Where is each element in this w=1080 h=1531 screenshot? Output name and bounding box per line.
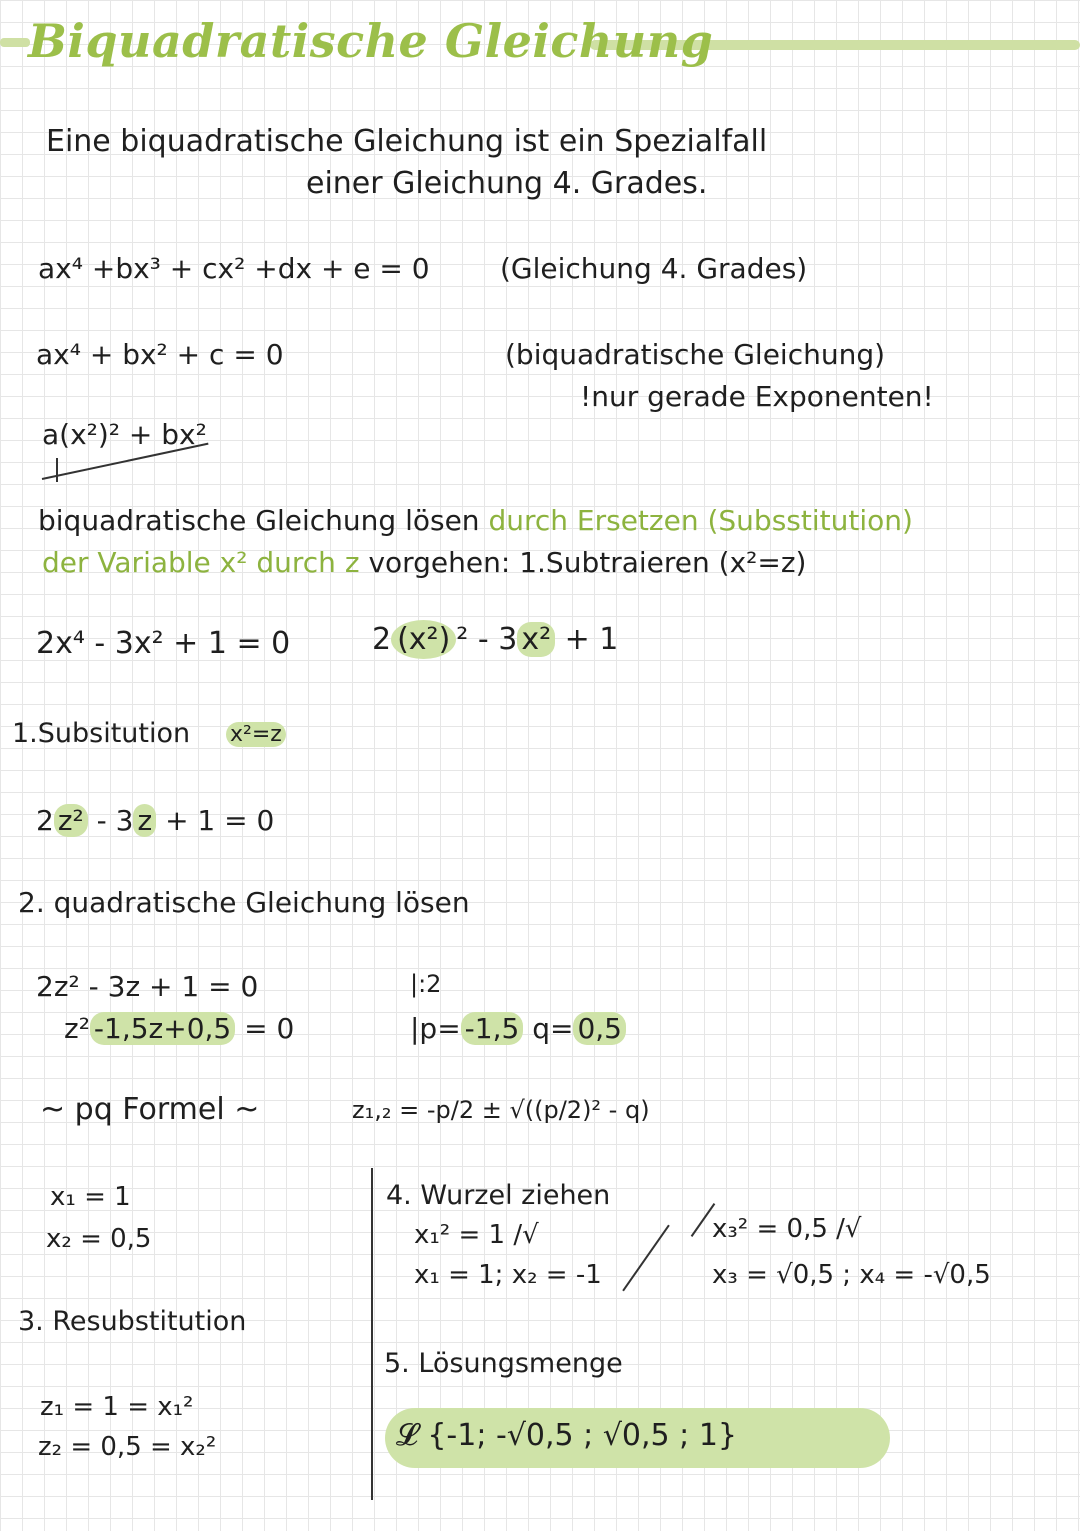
step2-label: 2. quadratische Gleichung lösen bbox=[18, 886, 470, 919]
method-line-1-green: durch Ersetzen (Subsstitution) bbox=[488, 504, 913, 537]
solution-x2: x₂ = 0,5 bbox=[46, 1224, 152, 1254]
solution-x1: x₁ = 1 bbox=[50, 1182, 131, 1212]
resub-z2: z₂ = 0,5 = x₂² bbox=[38, 1432, 217, 1462]
biquadratic-note: (biquadratische Gleichung) bbox=[505, 338, 886, 371]
method-line-2-black: vorgehen: 1.Subtraieren (x²=z) bbox=[368, 546, 807, 579]
biquadratic-equation: ax⁴ + bx² + c = 0 bbox=[36, 338, 284, 371]
substituted-equation: 2 z² - 3 z + 1 = 0 bbox=[36, 804, 275, 837]
intro-line-1: Eine biquadratische Gleichung ist ein Spezialfall bbox=[46, 124, 768, 159]
rewrite-tick-mark bbox=[56, 458, 58, 482]
root-solutions-2: x₃ = √0,5 ; x₄ = -√0,5 bbox=[712, 1260, 991, 1290]
root-equation-1: x₁² = 1 /√ bbox=[414, 1220, 539, 1250]
highlight-x-squared-2: x² bbox=[517, 622, 555, 657]
resub-z1: z₁ = 1 = x₁² bbox=[40, 1392, 194, 1422]
step3-label: 3. Resubstitution bbox=[18, 1306, 247, 1337]
separator-slash-1 bbox=[622, 1225, 670, 1292]
step1-label: 1.Subsitution bbox=[12, 718, 191, 749]
example-equation: 2x⁴ - 3x² + 1 = 0 bbox=[36, 626, 291, 661]
page-title: Biquadratische Gleichung bbox=[28, 14, 714, 68]
method-line-1-black: biquadratische Gleichung lösen bbox=[38, 504, 480, 537]
pq-formula-label: ~ pq Formel ~ bbox=[40, 1092, 260, 1127]
quadratic-equation: 2z² - 3z + 1 = 0 bbox=[36, 970, 259, 1003]
intro-line-2: einer Gleichung 4. Grades. bbox=[306, 166, 708, 201]
step5-label: 5. Lösungsmenge bbox=[384, 1348, 623, 1379]
substitution-rule: x²=z bbox=[226, 722, 286, 747]
pq-values: |p= -1,5 q= 0,5 bbox=[410, 1012, 626, 1045]
equation-4th-degree-note: (Gleichung 4. Grades) bbox=[500, 252, 808, 285]
method-line-2-green: der Variable x² durch z bbox=[42, 546, 360, 579]
normalized-equation: z² -1,5z+0,5 = 0 bbox=[64, 1012, 295, 1045]
even-exponents-note: !nur gerade Exponenten! bbox=[580, 380, 934, 413]
rewritten-form: a(x²)² + bx² bbox=[42, 418, 207, 451]
highlight-x-squared: (x²) bbox=[391, 620, 456, 659]
title-underline-left bbox=[0, 38, 30, 47]
divider-line bbox=[371, 1168, 373, 1500]
pq-formula: z₁,₂ = -p/2 ± √((p/2)² - q) bbox=[352, 1096, 650, 1124]
root-solutions-1: x₁ = 1; x₂ = -1 bbox=[414, 1260, 602, 1290]
step4-label: 4. Wurzel ziehen bbox=[386, 1180, 611, 1211]
divide-by-two: |:2 bbox=[410, 970, 442, 998]
solution-set: 𝓛 {-1; -√0,5 ; √0,5 ; 1} bbox=[396, 1418, 737, 1453]
equation-4th-degree: ax⁴ +bx³ + cx² +dx + e = 0 bbox=[38, 252, 430, 285]
root-equation-2: x₃² = 0,5 /√ bbox=[712, 1214, 862, 1244]
example-rewrite: 2 (x²) ² - 3 x² + 1 bbox=[372, 622, 619, 657]
